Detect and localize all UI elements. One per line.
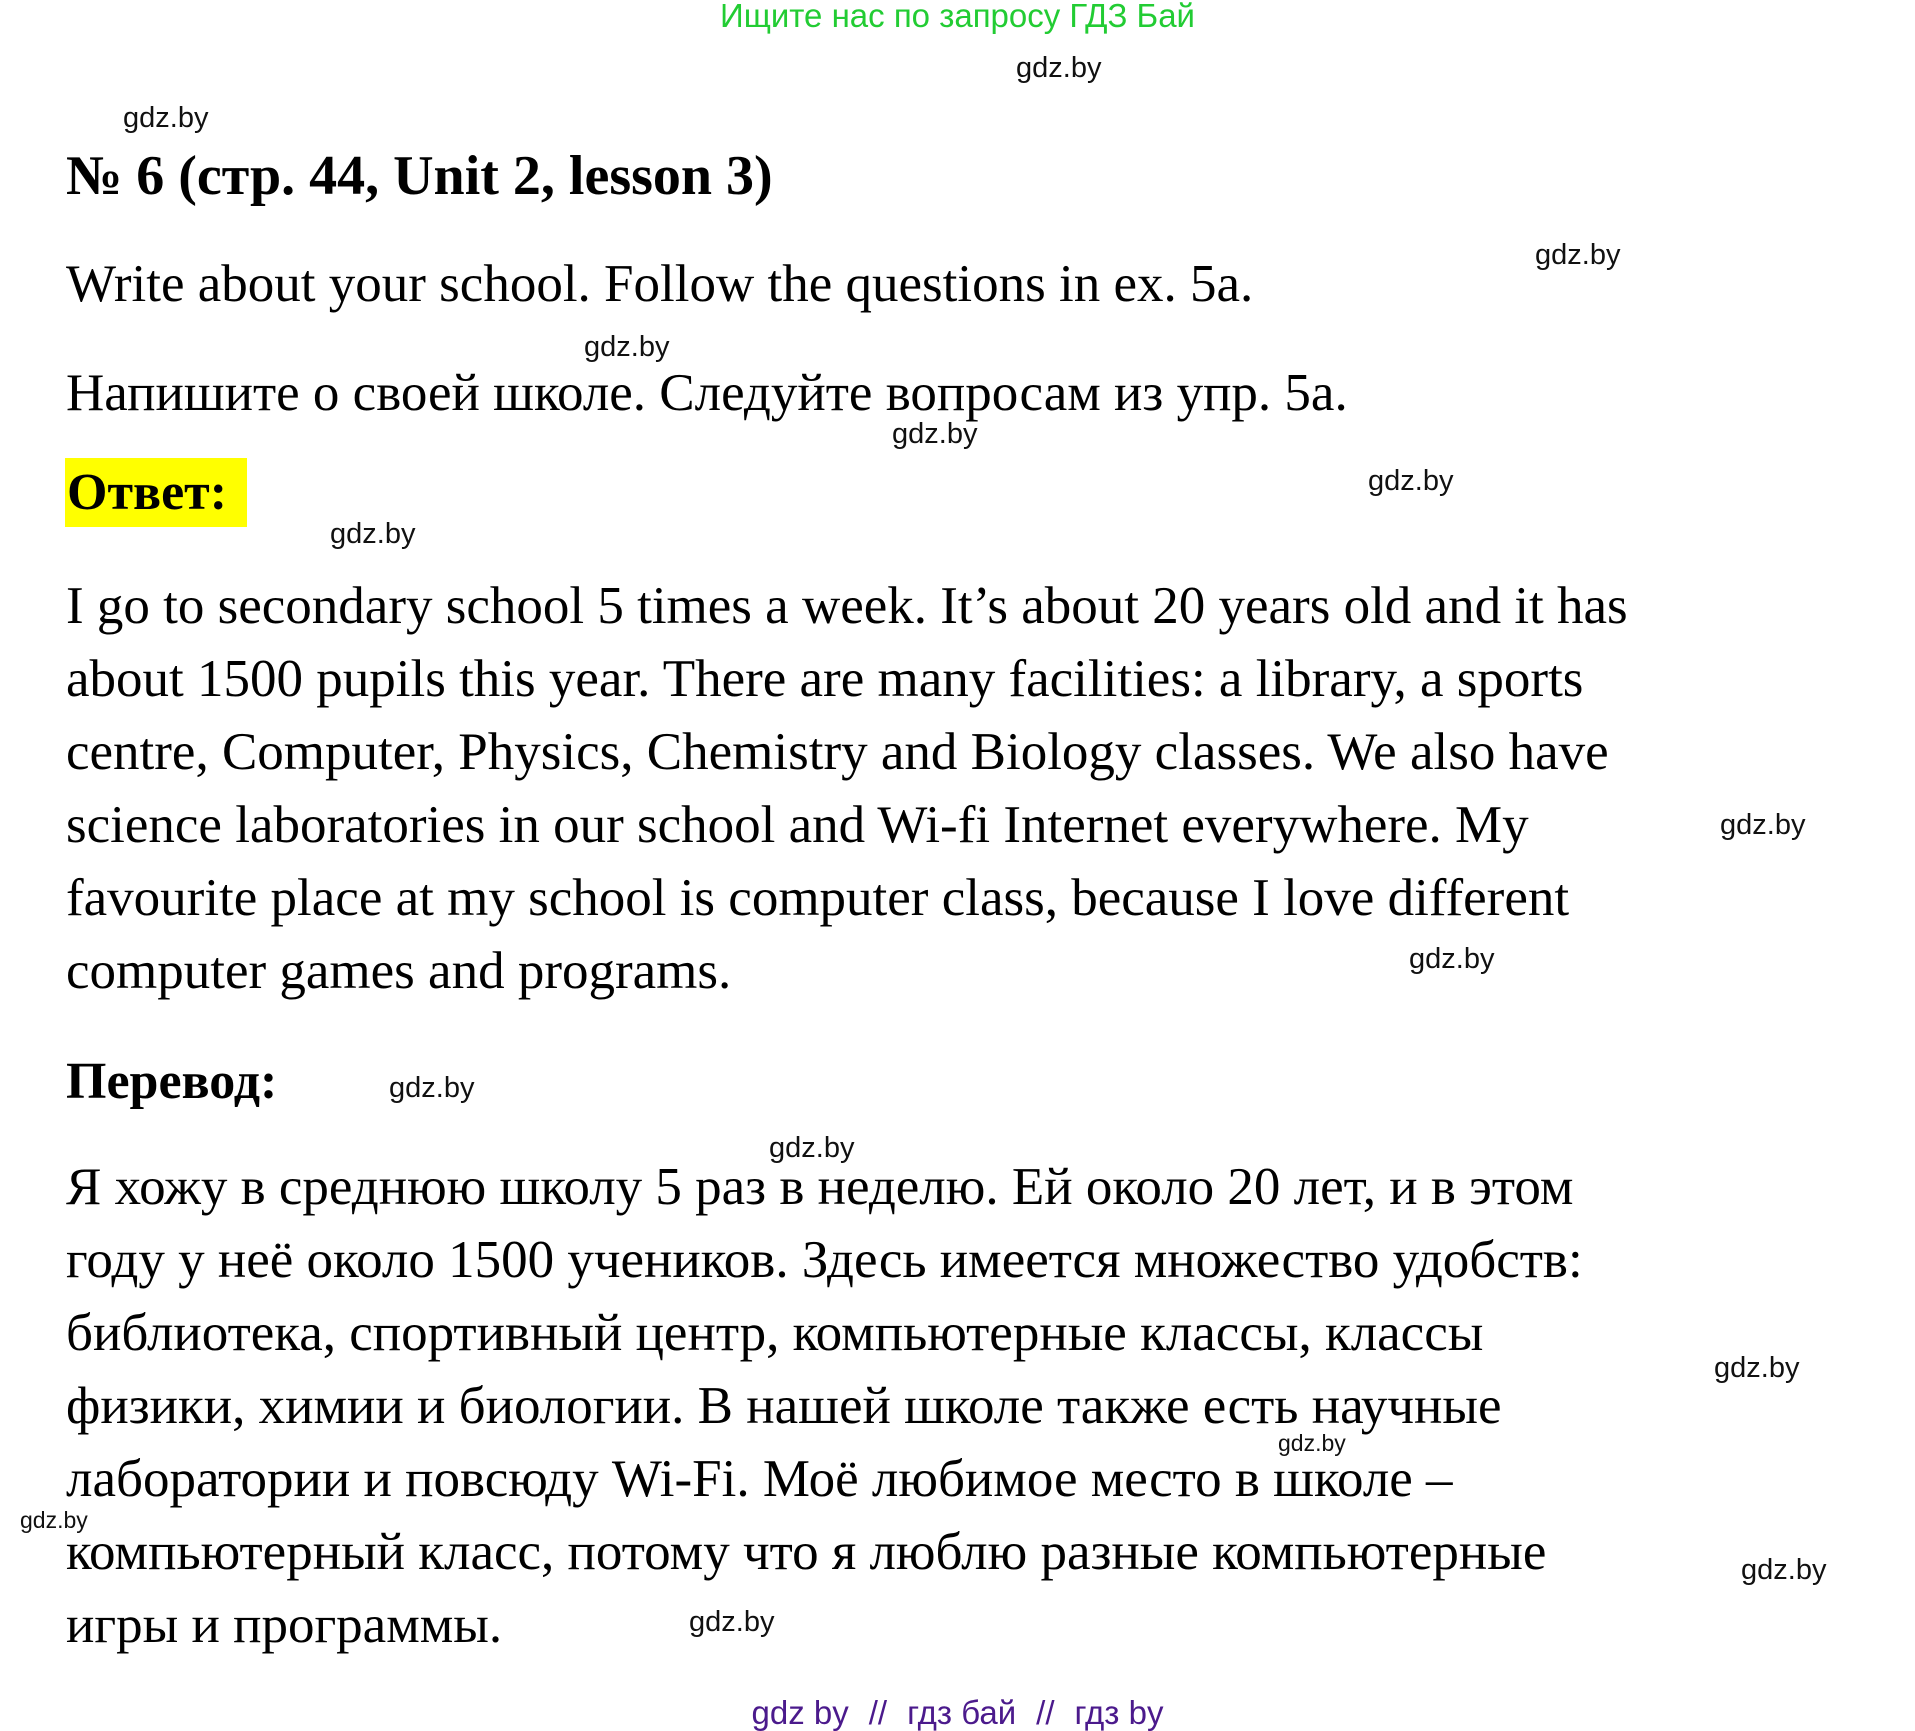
task-english: Write about your school. Follow the questions in ex. 5a.: [66, 255, 1254, 313]
answer-line: science laboratories in our school and Wi-fi Internet everywhere. My: [66, 796, 1529, 854]
answer-label: Ответ:: [65, 458, 247, 527]
watermark: gdz.by: [769, 1132, 855, 1164]
watermark: gdz.by: [1409, 943, 1495, 975]
watermark: gdz.by: [1741, 1554, 1827, 1586]
watermark: gdz.by: [1720, 809, 1806, 841]
answer-line: computer games and programs.: [66, 942, 732, 1000]
watermark: gdz.by: [123, 102, 209, 134]
watermark: gdz.by: [1368, 465, 1454, 497]
task-russian: Напишите о своей школе. Следуйте вопросам из упр. 5a.: [66, 364, 1348, 422]
translation-label: Перевод:: [66, 1053, 278, 1110]
watermark: gdz.by: [584, 331, 670, 363]
answer-line: about 1500 pupils this year. There are many facilities: a library, a sports: [66, 650, 1584, 708]
answer-line: centre, Computer, Physics, Chemistry and Biology classes. We also have: [66, 723, 1609, 781]
answer-paragraph: [66, 570, 1628, 1008]
translation-line: Я хожу в среднюю школу 5 раз в неделю. Ей около 20 лет, и в этом: [66, 1158, 1574, 1216]
translation-line: игры и программы.: [66, 1596, 503, 1654]
translation-line: лаборатории и повсюду Wi-Fi. Моё любимое место в школе –: [66, 1450, 1453, 1508]
watermark: gdz.by: [1535, 239, 1621, 271]
answer-line: favourite place at my school is computer class, because I love different: [66, 869, 1570, 927]
footer-separator: //: [868, 1694, 888, 1731]
watermark: gdz.by: [20, 1507, 88, 1533]
footer-link-gdz-by-ru[interactable]: гдз by: [1074, 1694, 1164, 1731]
watermark: gdz.by: [1016, 52, 1102, 84]
footer-links: [0, 1695, 1915, 1731]
footer-link-gdz-bai[interactable]: гдз бай: [907, 1694, 1017, 1731]
translation-line: компьютерный класс, потому что я люблю разные компьютерные: [66, 1523, 1547, 1581]
watermark: gdz.by: [389, 1072, 475, 1104]
translation-line: году у неё около 1500 учеников. Здесь имеется множество удобств:: [66, 1231, 1583, 1289]
answer-line: I go to secondary school 5 times a week. It’s about 20 years old and it has: [66, 577, 1628, 635]
translation-paragraph: [66, 1151, 1583, 1662]
footer-separator: //: [1036, 1694, 1055, 1731]
search-banner: Ищите нас по запросу ГДЗ Бай: [720, 0, 1195, 34]
watermark: gdz.by: [892, 418, 978, 450]
watermark: gdz.by: [1714, 1352, 1800, 1384]
watermark: gdz.by: [330, 518, 416, 550]
translation-line: библиотека, спортивный центр, компьютерные классы, классы: [66, 1304, 1484, 1362]
exercise-title: № 6 (стр. 44, Unit 2, lesson 3): [66, 145, 773, 207]
footer-link-gdz-by[interactable]: gdz by: [751, 1694, 849, 1731]
translation-line: физики, химии и биологии. В нашей школе также есть научные: [66, 1377, 1502, 1435]
watermark: gdz.by: [689, 1606, 775, 1638]
watermark: gdz.by: [1278, 1430, 1346, 1456]
